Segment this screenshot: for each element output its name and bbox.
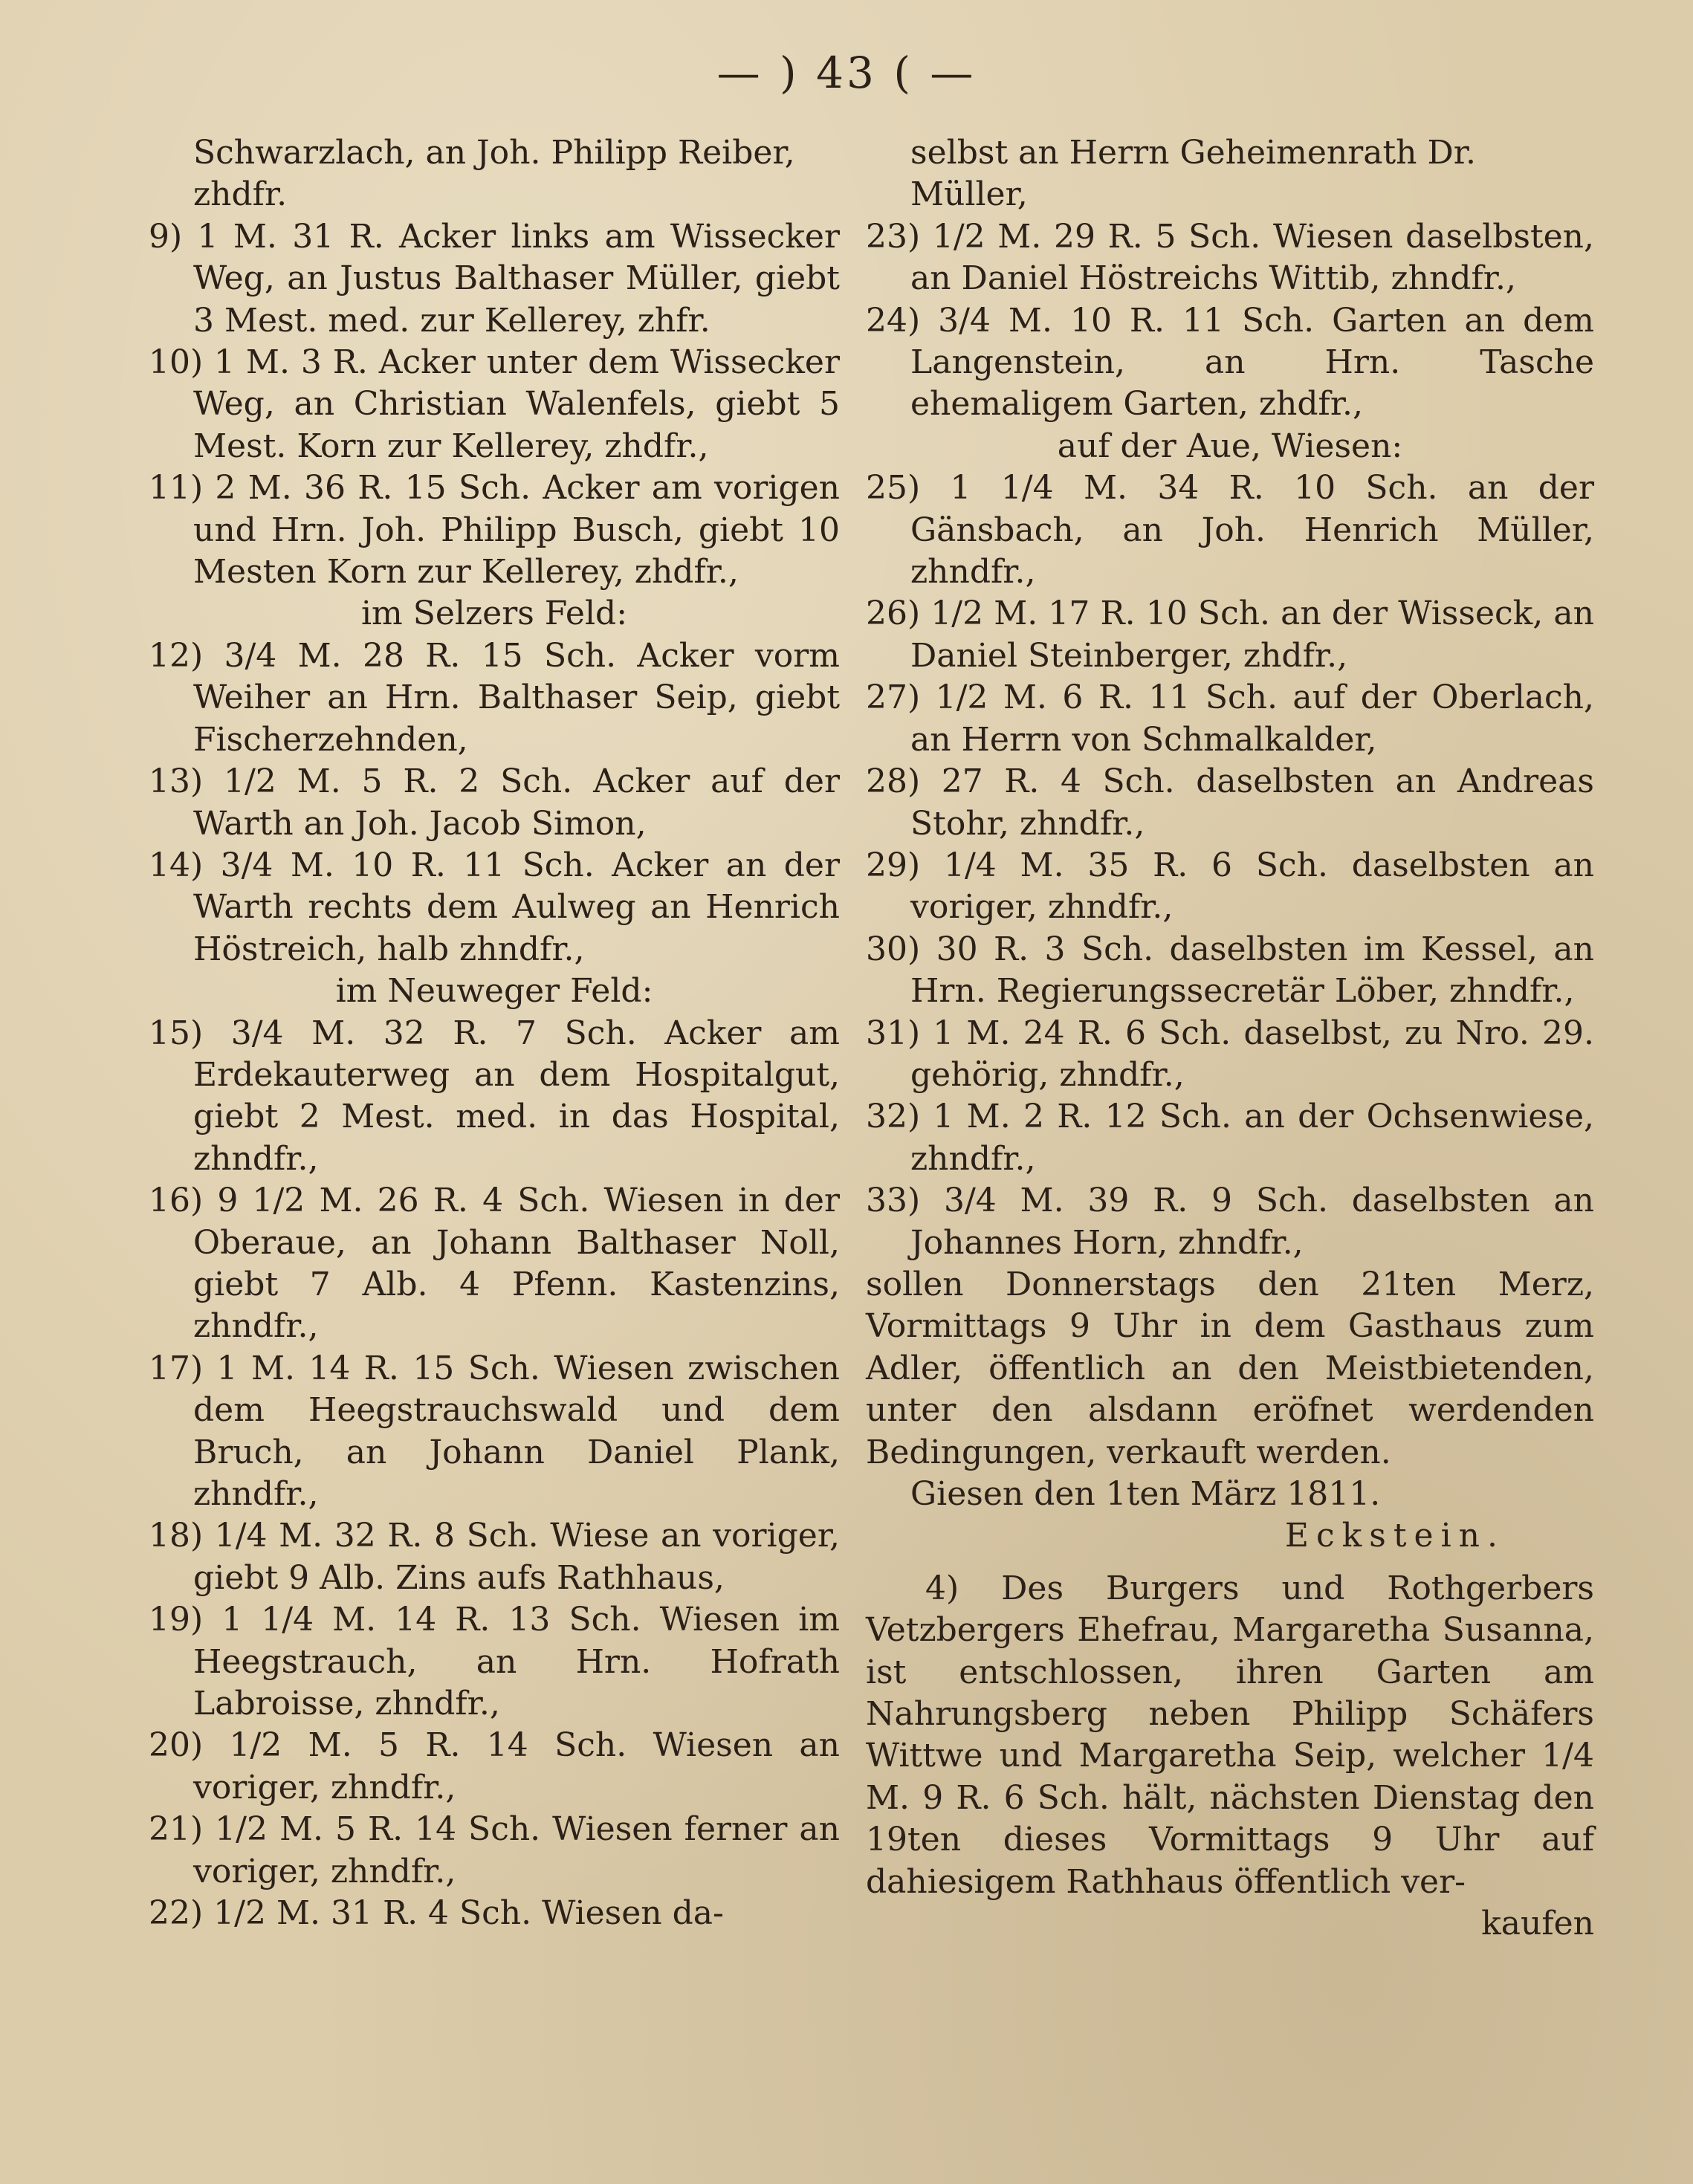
listing-entry: 24) 3/4 M. 10 R. 11 Sch. Garten an dem Langenstein, an Hrn. Tasche ehemaligem Garten, zhdfr., [866,301,1594,424]
dateline: Giesen den 1ten März 1811. [910,1475,1381,1513]
listing-entry: 31) 1 M. 24 R. 6 Sch. daselbst, zu Nro. 29. gehörig, zhndfr., [866,1014,1594,1094]
section-heading: im Selzers Feld: [360,594,628,633]
listing-entry: 29) 1/4 M. 35 R. 6 Sch. daselbsten an voriger, zhndfr., [866,846,1594,927]
listing-entry: 30) 30 R. 3 Sch. daselbsten im Kessel, an Hrn. Regierungssecretär Löber, zhndfr., [866,930,1594,1011]
listing-entry: 10) 1 M. 3 R. Acker unter dem Wissecker Weg, an Christian Walenfels, giebt 5 Mest. Korn zur Kellerey, zhdfr., [149,343,840,465]
listing-entry: 17) 1 M. 14 R. 15 Sch. Wiesen zwischen dem Heegstrauchswald und dem Bruch, an Johann Daniel Plank, zhndfr., [149,1349,840,1513]
listing-entry: 25) 1 1/4 M. 34 R. 10 Sch. an der Gänsbach, an Joh. Henrich Müller, zhndfr., [866,469,1594,592]
listing-entry: 27) 1/2 M. 6 R. 11 Sch. auf der Oberlach, an Herrn von Schmalkalder, [866,678,1594,759]
listing-entry: 13) 1/2 M. 5 R. 2 Sch. Acker auf der Warth an Joh. Jacob Simon, [149,762,840,843]
listing-entry: 28) 27 R. 4 Sch. daselbsten an Andreas Stohr, zhndfr., [866,762,1594,843]
left-column [149,132,840,1934]
listing-entry: 22) 1/2 M. 31 R. 4 Sch. Wiesen da- [149,1894,724,1933]
listing-entry: 19) 1 1/4 M. 14 R. 13 Sch. Wiesen im Heegstrauch, an Hrn. Hofrath Labroisse, zhndfr., [149,1601,840,1723]
listing-entry: 14) 3/4 M. 10 R. 11 Sch. Acker an der Warth rechts dem Aulweg an Henrich Höstreich, halb zhndfr., [149,846,840,968]
right-column [866,132,1594,1945]
notice-paragraph: sollen Donnerstags den 21ten Merz, Vormittags 9 Uhr in dem Gasthaus zum Adler, öffentlich an den Meistbietenden, unter den alsdann eröfnet werdenden Bedingungen, verkauft werden. [866,1265,1594,1471]
listing-entry: 18) 1/4 M. 32 R. 8 Sch. Wiese an voriger, giebt 9 Alb. Zins aufs Rathhaus, [149,1517,840,1597]
listing-entry: 33) 3/4 M. 39 R. 9 Sch. daselbsten an Johannes Horn, zhndfr., [866,1182,1594,1262]
closing-word: kaufen [1481,1905,1594,1943]
signature: Eckstein. [1284,1517,1505,1555]
listing-entry: 16) 9 1/2 M. 26 R. 4 Sch. Wiesen in der Oberaue, an Johann Balthaser Noll, giebt 7 Alb. 4 Pfenn. Kastenzins, zhndfr., [149,1182,840,1346]
spacer [866,1558,1594,1568]
listing-entry: 21) 1/2 M. 5 R. 14 Sch. Wiesen ferner an voriger, zhndfr., [149,1810,840,1890]
listing-entry: 20) 1/2 M. 5 R. 14 Sch. Wiesen an voriger, zhndfr., [149,1726,840,1807]
listing-entry: 11) 2 M. 36 R. 15 Sch. Acker am vorigen und Hrn. Joh. Philipp Busch, giebt 10 Mesten Korn zur Kellerey, zhdfr., [149,469,840,592]
listing-entry: 12) 3/4 M. 28 R. 15 Sch. Acker vorm Weiher an Hrn. Balthaser Seip, giebt Fischerzehnden, [149,636,840,759]
listing-entry: 23) 1/2 M. 29 R. 5 Sch. Wiesen daselbsten, an Daniel Höstreichs Wittib, zhndfr., [866,217,1594,298]
listing-entry: 15) 3/4 M. 32 R. 7 Sch. Acker am Erdekauterweg an dem Hospitalgut, giebt 2 Mest. med. in das Hospital, zhndfr., [149,1014,840,1178]
continuation-text: Schwarzlach, an Joh. Philipp Reiber, zhdfr. [193,134,795,214]
section-heading: im Neuweger Feld: [335,972,653,1011]
listing-entry: 26) 1/2 M. 17 R. 10 Sch. an der Wisseck, an Daniel Steinberger, zhdfr., [866,594,1594,675]
section-heading: auf der Aue, Wiesen: [1057,427,1403,465]
listing-entry: 9) 1 M. 31 R. Acker links am Wissecker Weg, an Justus Balthaser Müller, giebt 3 Mest. med. zur Kellerey, zhfr. [149,217,840,340]
page-number-header: — ) 43 ( — [716,48,977,98]
listing-entry: 32) 1 M. 2 R. 12 Sch. an der Ochsenwiese, zhndfr., [866,1098,1594,1178]
notice-paragraph: 4) Des Burgers und Rothgerbers Vetzbergers Ehefrau, Margaretha Susanna, ist entschlossen, ihren Garten am Nahrungsberg neben Philipp Schäfers Wittwe und Margaretha Seip, welcher 1/4 M. 9 R. 6 Sch. hält, nächsten Dienstag den 19ten dieses Vormittags 9 Uhr auf dahiesigem Rathhaus öffentlich ver- [866,1569,1594,1901]
continuation-text: selbst an Herrn Geheimenrath Dr. Müller, [910,134,1476,214]
